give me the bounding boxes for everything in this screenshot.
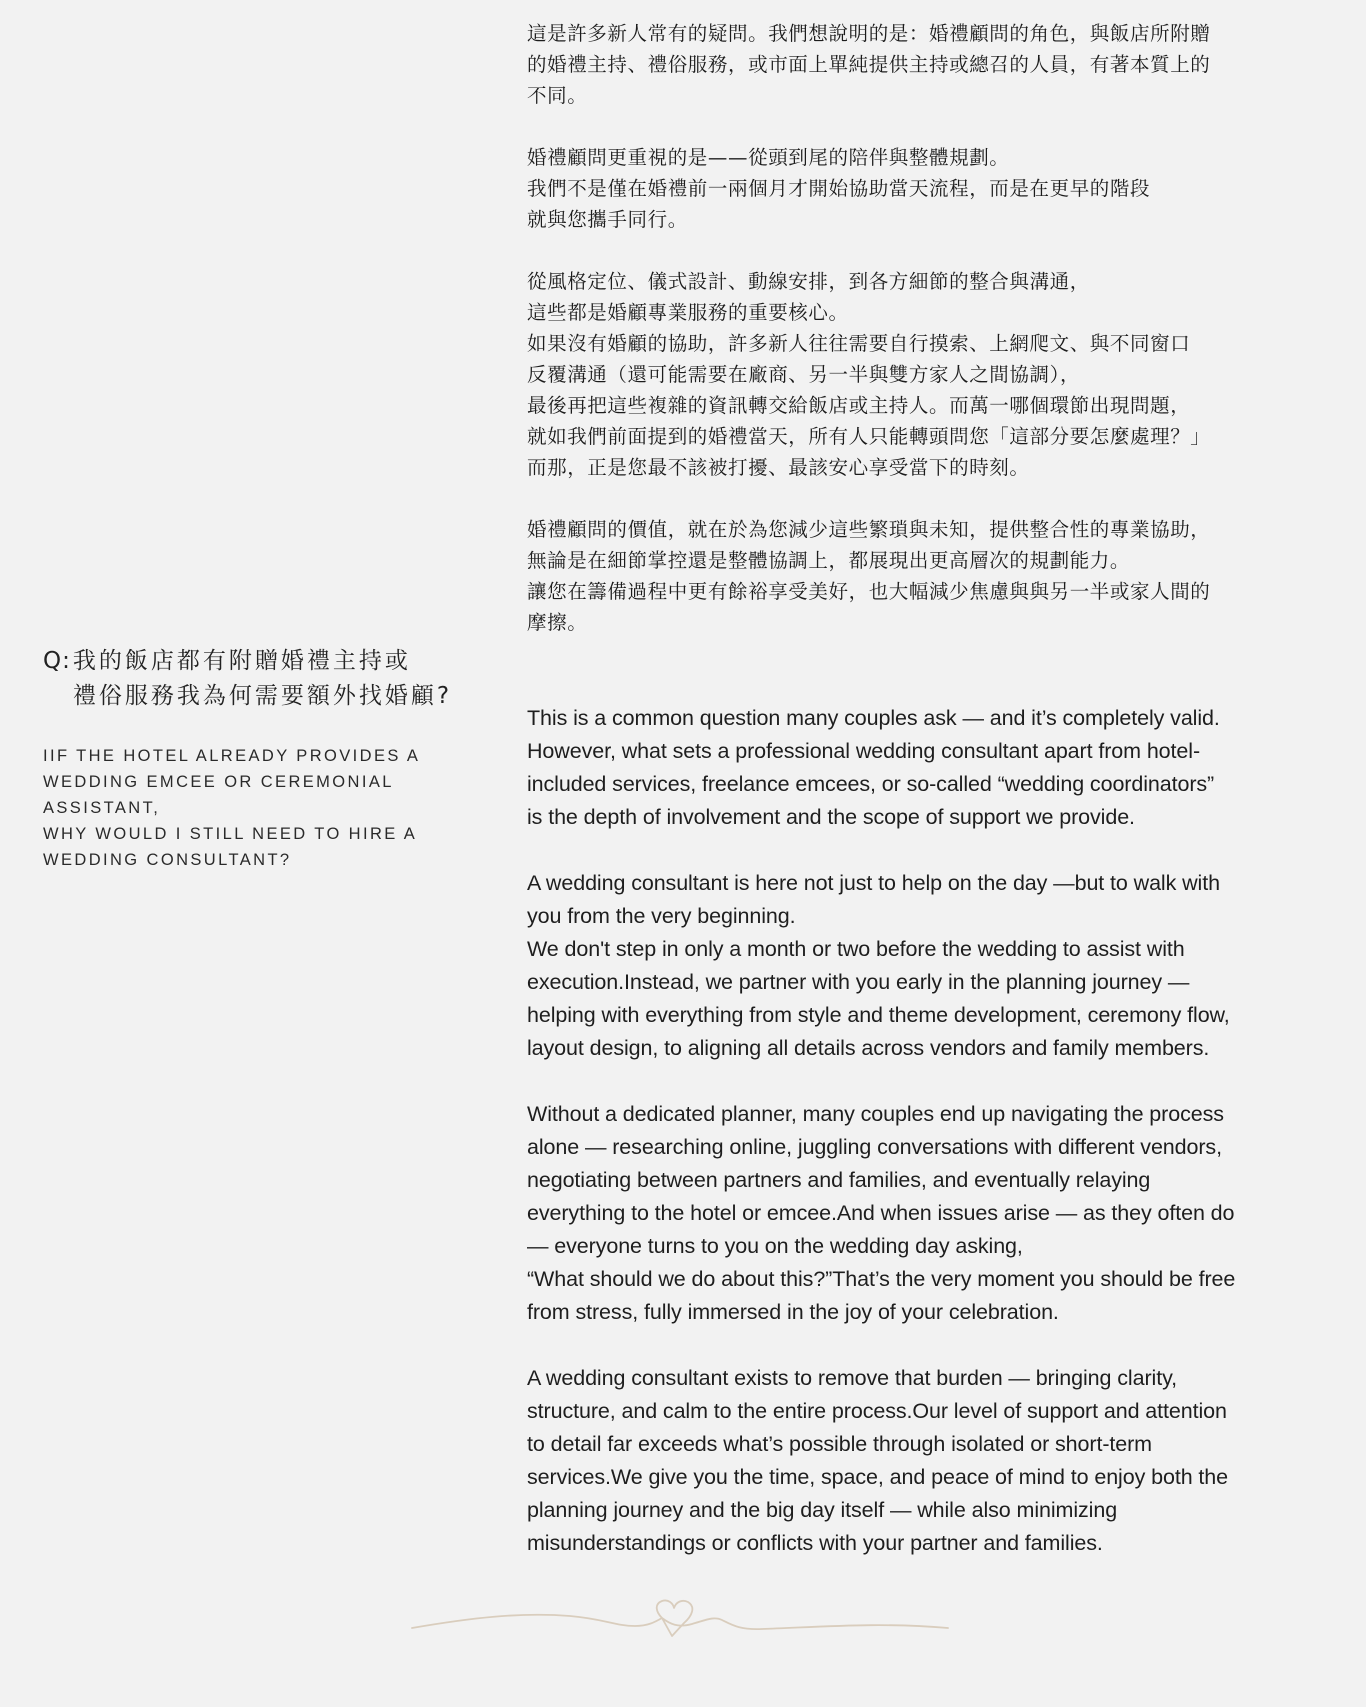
answer-zh-line: 讓您在籌備過程中更有餘裕享受美好，也大幅減少焦慮與與另一半或家人間的 [527,580,1211,603]
answer-zh-line: 的婚禮主持、禮俗服務，或市面上單純提供主持或總召的人員，有著本質上的 [527,53,1211,76]
answer-en-paragraph [527,702,1307,834]
faq-answer [527,18,1307,1560]
question-zh-line: 我的飯店都有附贈婚禮主持或 [72,648,411,674]
answer-zh-line: 而那，正是您最不該被打擾、最該安心享受當下的時刻。 [527,456,1030,479]
answer-en-line: — everyone turns to you on the wedding day asking, [527,1234,1023,1258]
answer-en-line: services.We give you the time, space, and peace of mind to enjoy both the [527,1465,1229,1489]
question-zh [43,644,483,714]
answer-en-line: to detail far exceeds what’s possible through isolated or short-term [527,1432,1152,1456]
answer-en-line: We don't step in only a month or two before the wedding to assist with [527,937,1185,961]
answer-zh-line: 無論是在細節掌控還是整體協調上，都展現出更高層次的規劃能力。 [527,549,1131,572]
answer-en-line: helping with everything from style and theme development, ceremony flow, [527,1003,1230,1027]
answer-en-line: A wedding consultant is here not just to help on the day —but to walk with [527,871,1220,895]
answer-en-line: layout design, to aligning all details across vendors and family members. [527,1036,1210,1060]
question-en-line: ASSISTANT, [43,799,161,817]
answer-en-line: execution.Instead, we partner with you early in the planning journey — [527,970,1190,994]
answer-zh-line: 最後再把這些複雜的資訊轉交給飯店或主持人。而萬一哪個環節出現問題， [527,394,1191,417]
answer-en-line: is the depth of involvement and the scope of support we provide. [527,805,1135,829]
answer-en-line: negotiating between partners and families, and eventually relaying [527,1168,1151,1192]
answer-zh-line: 婚禮顧問的價值，就在於為您減少這些繁瑣與未知，提供整合性的專業協助， [527,518,1211,541]
question-zh-text [73,644,483,714]
question-en [43,743,483,873]
answer-zh-line: 這些都是婚顧專業服務的重要核心。 [527,301,849,324]
answer-en-paragraph [527,867,1307,1065]
answer-zh-paragraph [527,142,1307,235]
question-zh-line: 禮俗服務我為何需要額外找婚顧? [72,683,453,709]
faq-question [43,644,483,873]
answer-en-line: Without a dedicated planner, many couples end up navigating the process [527,1102,1224,1126]
question-en-line: WEDDING CONSULTANT? [43,851,292,869]
answer-en-line: This is a common question many couples ask — and it’s completely valid. [527,706,1220,730]
answer-zh-line: 從風格定位、儀式設計、動線安排，到各方細節的整合與溝通， [527,270,1090,293]
answer-en-line: planning journey and the big day itself — while also minimizing [527,1498,1118,1522]
answer-en-line: alone — researching online, juggling conversations with different vendors, [527,1135,1222,1159]
answer-zh-line: 如果沒有婚顧的協助，許多新人往往需要自行摸索、上網爬文、與不同窗口 [527,332,1191,355]
answer-zh-line: 就與您攜手同行。 [527,208,688,231]
answer-zh-line: 我們不是僅在婚禮前一兩個月才開始協助當天流程，而是在更早的階段 [527,177,1151,200]
answer-en-line: you from the very beginning. [527,904,796,928]
answer-en-paragraph [527,1098,1307,1329]
answer-zh-line: 摩擦。 [527,611,588,634]
answer-en-line: However, what sets a professional wedding consultant apart from hotel- [527,739,1201,763]
answer-zh-paragraph [527,266,1307,483]
answer-en-line: misunderstandings or conflicts with your partner and families. [527,1531,1103,1555]
answer-zh-paragraph [527,18,1307,111]
answer-en-line: included services, freelance emcees, or so-called “wedding coordinators” [527,772,1215,796]
question-prefix: Q: [43,648,71,674]
answer-en-paragraph [527,1362,1307,1560]
answer-zh-line: 反覆溝通（還可能需要在廠商、另一半與雙方家人之間協調）， [527,363,1081,386]
answer-en [527,702,1307,1560]
answer-zh-line: 就如我們前面提到的婚禮當天，所有人只能轉頭問您「這部分要怎麼處理？」 [527,425,1211,448]
heart-line-divider-icon [410,1598,950,1658]
question-en-line: WHY WOULD I STILL NEED TO HIRE A [43,825,418,843]
answer-en-line: everything to the hotel or emcee.And when issues arise — as they often do [527,1201,1235,1225]
answer-zh-line: 不同。 [527,84,588,107]
answer-en-line: “What should we do about this?”That’s the very moment you should be free [527,1267,1236,1291]
answer-en-line: A wedding consultant exists to remove that burden — bringing clarity, [527,1366,1177,1390]
answer-zh-line: 婚禮顧問更重視的是——從頭到尾的陪伴與整體規劃。 [527,146,1010,169]
answer-en-line: structure, and calm to the entire process.Our level of support and attention [527,1399,1227,1423]
answer-en-line: from stress, fully immersed in the joy of your celebration. [527,1300,1059,1324]
answer-zh [527,18,1307,638]
answer-zh-line: 這是許多新人常有的疑問。我們想說明的是：婚禮顧問的角色，與飯店所附贈 [527,22,1211,45]
answer-zh-paragraph [527,514,1307,638]
question-en-line: WEDDING EMCEE OR CEREMONIAL [43,773,394,791]
question-en-line: IIF THE HOTEL ALREADY PROVIDES A [43,747,421,765]
